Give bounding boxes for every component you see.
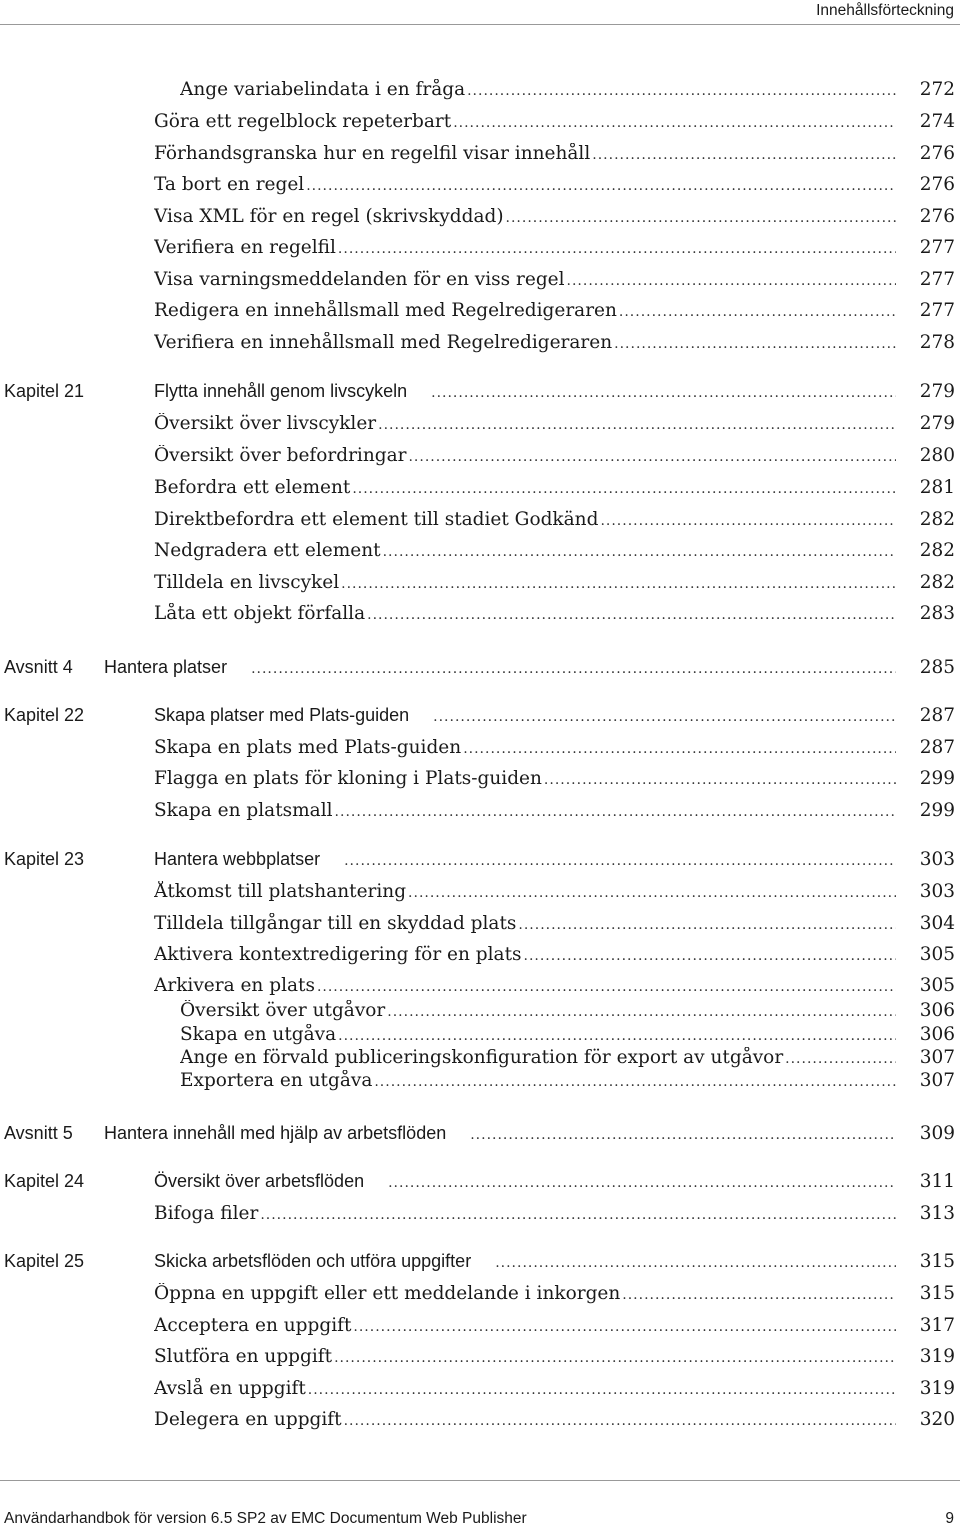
toc-entry-text: [154, 1283, 896, 1304]
toc-entry-text: [154, 975, 896, 996]
toc-entry-text: [154, 768, 896, 789]
toc-entry-page: 311: [919, 1171, 955, 1192]
toc-entry-title: Skapa platser med Plats-guiden: [154, 705, 410, 725]
dot-leader: [785, 1051, 896, 1067]
toc-entry-text: [180, 79, 896, 100]
dot-leader: [344, 1413, 896, 1429]
toc-entry-text: [154, 849, 896, 870]
toc-entry-title: Befordra ett element: [154, 477, 351, 498]
toc-entry[interactable]: [0, 171, 960, 199]
running-footer-text: Användarhandbok för version 6.5 SP2 av EMC Documentum Web Publisher: [4, 1510, 527, 1527]
toc-entry-title: Hantera innehåll med hjälp av arbetsflöden: [104, 1123, 447, 1143]
toc-entry-title: Acceptera en uppgift: [154, 1315, 352, 1336]
toc-entry-page: 272: [919, 79, 955, 100]
toc-entry-title: Skapa en plats med Plats-guiden: [154, 737, 462, 758]
dot-leader: [352, 481, 896, 497]
toc-entry-text: [154, 881, 896, 902]
toc-entry[interactable]: [0, 1168, 960, 1196]
dot-leader: [388, 1175, 896, 1191]
toc-entry-page: 279: [919, 413, 955, 434]
toc-entry-title: Flytta innehåll genom livscykeln: [154, 381, 408, 401]
toc-entry-title: Åtkomst till platshantering: [154, 881, 407, 902]
toc-entry-page: 283: [919, 603, 955, 624]
toc-entry-text: [154, 332, 896, 353]
toc-entry-title: Verifiera en regelfil: [154, 237, 336, 258]
toc-entry-text: [104, 657, 896, 678]
toc-entry[interactable]: [0, 506, 960, 534]
toc-entry-label: Avsnitt 5: [4, 1123, 73, 1143]
dot-leader: [344, 853, 896, 869]
toc-entry-text: [154, 174, 896, 195]
toc-entry-page: 299: [919, 800, 955, 821]
dot-leader: [341, 576, 896, 592]
toc-entry-title: Skapa en platsmall: [154, 800, 333, 821]
toc-entry-title: Exportera en utgåva: [180, 1070, 373, 1091]
dot-leader: [374, 1074, 896, 1090]
dot-leader: [592, 147, 896, 163]
dot-leader: [619, 304, 896, 320]
toc-entry-label: Kapitel 24: [4, 1171, 85, 1191]
toc-entry[interactable]: [0, 702, 960, 730]
toc-entry-page: 304: [919, 913, 955, 934]
toc-entry-title: Arkivera en plats: [154, 975, 315, 996]
toc-entry-text: [154, 540, 896, 561]
toc-entry-text: [154, 445, 896, 466]
toc-entry-page: 276: [919, 174, 955, 195]
toc-entry-title: Översikt över arbetsflöden: [154, 1171, 365, 1191]
toc-entry-label: Kapitel 25: [4, 1251, 85, 1271]
toc-entry-page: 277: [919, 269, 955, 290]
toc-entry-title: Ange variabelindata i en fråga: [180, 79, 466, 100]
toc-entry-title: Aktivera kontextredigering för en plats: [154, 944, 522, 965]
toc-entry-text: [154, 1346, 896, 1367]
toc-entry-text: [104, 1123, 896, 1144]
dot-leader: [467, 83, 896, 99]
toc-entry-text: [154, 1315, 896, 1336]
toc-entry[interactable]: [0, 203, 960, 231]
toc-entry-title: Visa XML för en regel (skrivskyddad): [154, 206, 504, 227]
toc-entry[interactable]: [0, 378, 960, 406]
running-header-title: Innehållsförteckning: [816, 2, 954, 19]
dot-leader: [433, 709, 896, 725]
toc-entry-text: [154, 381, 896, 402]
toc-entry-label: Kapitel 22: [4, 705, 85, 725]
toc-entry-title: Översikt över livscykler: [154, 413, 377, 434]
toc-entry-text: [154, 1171, 896, 1192]
dot-leader: [408, 885, 896, 901]
toc-entry-page: 280: [919, 445, 955, 466]
dot-leader: [335, 804, 896, 820]
dot-leader: [338, 241, 896, 257]
toc-entry-page: 307: [919, 1070, 955, 1091]
toc-entry-text: [154, 1409, 896, 1430]
toc-entry-text: [154, 913, 896, 934]
toc-entry-title: Avslå en uppgift: [154, 1378, 306, 1399]
toc-entry-page: 278: [919, 332, 955, 353]
toc-entry[interactable]: [0, 108, 960, 136]
toc-entry-title: Delegera en uppgift: [154, 1409, 342, 1430]
toc-entry-text: [180, 1047, 896, 1068]
toc-entry[interactable]: [0, 1248, 960, 1276]
toc-entry-title: Skicka arbetsflöden och utföra uppgifter: [154, 1251, 472, 1271]
toc-entry-title: Slutföra en uppgift: [154, 1346, 333, 1367]
toc-entry[interactable]: [0, 846, 960, 874]
toc-entry[interactable]: [0, 1375, 960, 1403]
toc-entry-page: 299: [919, 768, 955, 789]
toc-entry-text: [154, 269, 896, 290]
toc-entry-page: 317: [919, 1315, 955, 1336]
dot-leader: [622, 1287, 896, 1303]
toc-entry-page: 303: [919, 881, 955, 902]
toc-entry-page: 287: [919, 737, 955, 758]
toc-entry[interactable]: [0, 1067, 960, 1095]
toc-entry[interactable]: [0, 972, 960, 1000]
dot-leader: [614, 336, 896, 352]
toc-entry[interactable]: [0, 1343, 960, 1371]
dot-leader: [317, 979, 896, 995]
toc-entry-title: Tilldela en livscykel: [154, 572, 340, 593]
toc-entry[interactable]: [0, 297, 960, 325]
toc-entry[interactable]: [0, 1406, 960, 1434]
toc-entry[interactable]: [0, 765, 960, 793]
toc-entry-title: Ta bort en regel: [154, 174, 305, 195]
toc-entry[interactable]: [0, 1312, 960, 1340]
toc-entry-page: 276: [919, 206, 955, 227]
toc-entry-text: [154, 1378, 896, 1399]
toc-entry-text: [180, 1000, 896, 1021]
toc-entry-text: [154, 800, 896, 821]
toc-entry-text: [154, 413, 896, 434]
toc-entry-page: 320: [919, 1409, 955, 1430]
toc-entry-page: 313: [919, 1203, 955, 1224]
toc-entry-label: Kapitel 21: [4, 381, 85, 401]
toc-entry-title: Göra ett regelblock repeterbart: [154, 111, 452, 132]
toc-entry-label: Kapitel 23: [4, 849, 85, 869]
toc-entry-page: 309: [919, 1123, 955, 1144]
toc-entry-page: 282: [919, 540, 955, 561]
dot-leader: [353, 1319, 896, 1335]
dot-leader: [306, 178, 896, 194]
toc-entry-page: 315: [919, 1251, 955, 1272]
toc-entry-text: [154, 206, 896, 227]
toc-entry-text: [154, 111, 896, 132]
toc-entry[interactable]: [0, 797, 960, 825]
toc-entry[interactable]: [0, 1200, 960, 1228]
toc-entry[interactable]: [0, 474, 960, 502]
toc-entry-title: Förhandsgranska hur en regelfil visar innehåll: [154, 143, 591, 164]
toc-entry-page: 305: [919, 944, 955, 965]
toc-entry-text: [154, 572, 896, 593]
toc-entry-text: [154, 944, 896, 965]
toc-entry-page: 276: [919, 143, 955, 164]
dot-leader: [251, 661, 896, 677]
toc-entry-page: 319: [919, 1378, 955, 1399]
toc-entry[interactable]: [0, 941, 960, 969]
dot-leader: [506, 210, 896, 226]
toc-entry-page: 306: [919, 1024, 955, 1045]
toc-entry[interactable]: [0, 140, 960, 168]
toc-entry-title: Låta ett objekt förfalla: [154, 603, 366, 624]
toc-entry-page: 274: [919, 111, 955, 132]
toc-entry-page: 277: [919, 300, 955, 321]
dot-leader: [260, 1207, 896, 1223]
toc-entry-title: Skapa en utgåva: [180, 1024, 337, 1045]
toc-entry-text: [154, 143, 896, 164]
dot-leader: [408, 449, 896, 465]
toc-entry[interactable]: [0, 266, 960, 294]
toc-entry[interactable]: [0, 76, 960, 104]
toc-entry-title: Visa varningsmeddelanden för en viss regel: [154, 269, 565, 290]
dot-leader: [378, 417, 896, 433]
dot-leader: [524, 948, 897, 964]
toc-entry[interactable]: [0, 569, 960, 597]
toc-entry[interactable]: [0, 410, 960, 438]
dot-leader: [470, 1127, 896, 1143]
dot-leader: [334, 1350, 896, 1366]
toc-entry-title: Flagga en plats för kloning i Plats-guiden: [154, 768, 542, 789]
toc-entry-text: [154, 705, 896, 726]
toc-entry-page: 303: [919, 849, 955, 870]
toc-entry-page: 281: [919, 477, 955, 498]
toc-entry-title: Bifoga filer: [154, 1203, 259, 1224]
page-number: 9: [945, 1510, 954, 1527]
toc-entry[interactable]: [0, 1280, 960, 1308]
toc-entry[interactable]: [0, 734, 960, 762]
toc-entry-page: 282: [919, 572, 955, 593]
dot-leader: [544, 772, 896, 788]
toc-entry-title: Översikt över utgåvor: [180, 1000, 386, 1021]
toc-entry-page: 285: [919, 657, 955, 678]
toc-entry-title: Översikt över befordringar: [154, 445, 407, 466]
toc-entry[interactable]: [0, 910, 960, 938]
toc-entry-label: Avsnitt 4: [4, 657, 73, 677]
toc-entry[interactable]: [0, 329, 960, 357]
toc-entry[interactable]: [0, 1120, 960, 1148]
dot-leader: [367, 607, 896, 623]
dot-leader: [387, 1004, 896, 1020]
toc-entry-title: Öppna en uppgift eller ett meddelande i inkorgen: [154, 1283, 621, 1304]
toc-entry[interactable]: [0, 442, 960, 470]
toc-entry-text: [154, 603, 896, 624]
header-rule: [0, 24, 960, 25]
toc-entry-page: 319: [919, 1346, 955, 1367]
toc-entry-title: Hantera webbplatser: [154, 849, 321, 869]
toc-entry-text: [154, 300, 896, 321]
dot-leader: [338, 1028, 896, 1044]
toc-entry-page: 277: [919, 237, 955, 258]
dot-leader: [383, 544, 896, 560]
toc-entry-text: [180, 1070, 896, 1091]
dot-leader: [600, 513, 896, 529]
toc-entry-text: [154, 1251, 896, 1272]
toc-entry-page: 287: [919, 705, 955, 726]
toc-entry-page: 307: [919, 1047, 955, 1068]
toc-entry-title: Ange en förvald publiceringskonfiguration för export av utgåvor: [180, 1047, 784, 1068]
toc-entry-text: [154, 737, 896, 758]
toc-entry-text: [154, 477, 896, 498]
toc-entry-page: 306: [919, 1000, 955, 1021]
toc-entry-page: 282: [919, 509, 955, 530]
dot-leader: [518, 917, 896, 933]
toc-entry-title: Hantera platser: [104, 657, 228, 677]
toc-entry-title: Tilldela tillgångar till en skyddad plats: [154, 913, 517, 934]
dot-leader: [463, 741, 896, 757]
toc-entry-page: 305: [919, 975, 955, 996]
toc-entry-title: Nedgradera ett element: [154, 540, 381, 561]
dot-leader: [453, 115, 896, 131]
toc-entry-title: Redigera en innehållsmall med Regelredigeraren: [154, 300, 617, 321]
dot-leader: [495, 1255, 896, 1271]
toc-entry-text: [154, 237, 896, 258]
toc-entry-title: Verifiera en innehållsmall med Regelredigeraren: [154, 332, 613, 353]
toc-entry-page: 279: [919, 381, 955, 402]
dot-leader: [431, 385, 896, 401]
toc-entry-text: [180, 1024, 896, 1045]
toc-entry-text: [154, 509, 896, 530]
toc-entry-text: [154, 1203, 896, 1224]
toc-entry[interactable]: [0, 600, 960, 628]
toc-entry-title: Direktbefordra ett element till stadiet Godkänd: [154, 509, 599, 530]
toc-entry[interactable]: [0, 878, 960, 906]
toc-entry[interactable]: [0, 234, 960, 262]
footer-rule: [0, 1480, 960, 1481]
dot-leader: [308, 1382, 896, 1398]
toc-entry[interactable]: [0, 537, 960, 565]
toc-entry[interactable]: [0, 654, 960, 682]
toc-entry-page: 315: [919, 1283, 955, 1304]
dot-leader: [567, 273, 896, 289]
